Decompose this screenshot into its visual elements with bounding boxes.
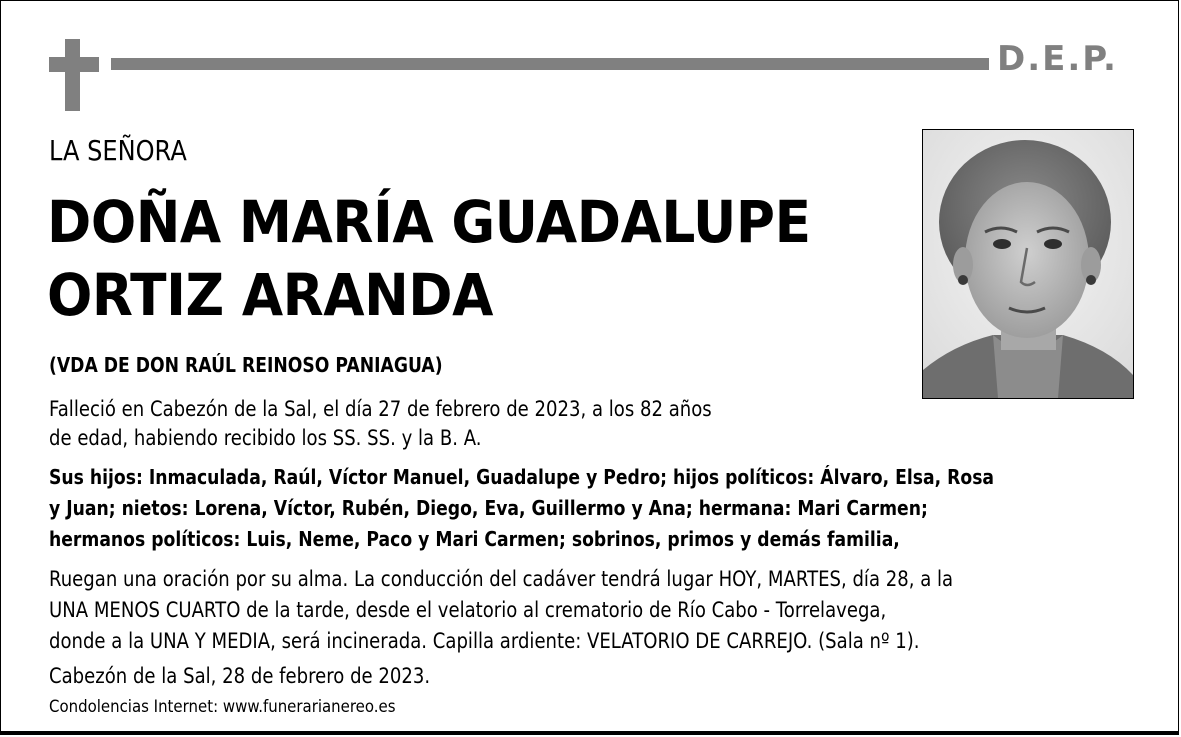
dep-label: D.E.P. (997, 39, 1118, 79)
widow-of-label: (VDA DE DON RAÚL REINOSO PANIAGUA) (49, 353, 443, 377)
intro-label: LA SEÑORA (49, 134, 187, 167)
deceased-name-line-2: ORTIZ ARANDA (47, 261, 493, 329)
service-text-line-2: UNA MENOS CUARTO de la tarde, desde el velatorio al crematorio de Río Cabo - Torrelavega, (49, 598, 887, 622)
family-text-line-1: Sus hijos: Inmaculada, Raúl, Víctor Manuel, Guadalupe y Pedro; hijos políticos: Álvaro, Elsa, Rosa (49, 465, 995, 489)
family-text-line-2: y Juan; nietos: Lorena, Víctor, Rubén, Diego, Eva, Guillermo y Ana; hermana: Mari Carmen; (49, 496, 928, 520)
header-rule (111, 58, 989, 70)
condolences-line: Condolencias Internet: www.funerarianereo.es (49, 697, 396, 717)
deceased-portrait-photo (922, 129, 1134, 399)
cross-icon-horizontal (49, 57, 99, 72)
service-text-line-3: donde a la UNA Y MEDIA, será incinerada. Capilla ardiente: VELATORIO DE CARREJO. (Sala nº 1). (49, 629, 920, 653)
death-text-line-2: de edad, habiendo recibido los SS. SS. y la B. A. (49, 426, 482, 450)
death-text-line-1: Falleció en Cabezón de la Sal, el día 27 de febrero de 2023, a los 82 años (49, 397, 712, 421)
family-text-line-3: hermanos políticos: Luis, Neme, Paco y Mari Carmen; sobrinos, primos y demás familia, (49, 527, 900, 551)
cross-icon-vertical (65, 39, 80, 111)
place-date: Cabezón de la Sal, 28 de febrero de 2023. (49, 664, 431, 688)
deceased-name-line-1: DOÑA MARÍA GUADALUPE (47, 188, 811, 256)
portrait-image (923, 130, 1133, 398)
service-text-line-1: Ruegan una oración por su alma. La conducción del cadáver tendrá lugar HOY, MARTES, día 28, a la (49, 567, 954, 591)
